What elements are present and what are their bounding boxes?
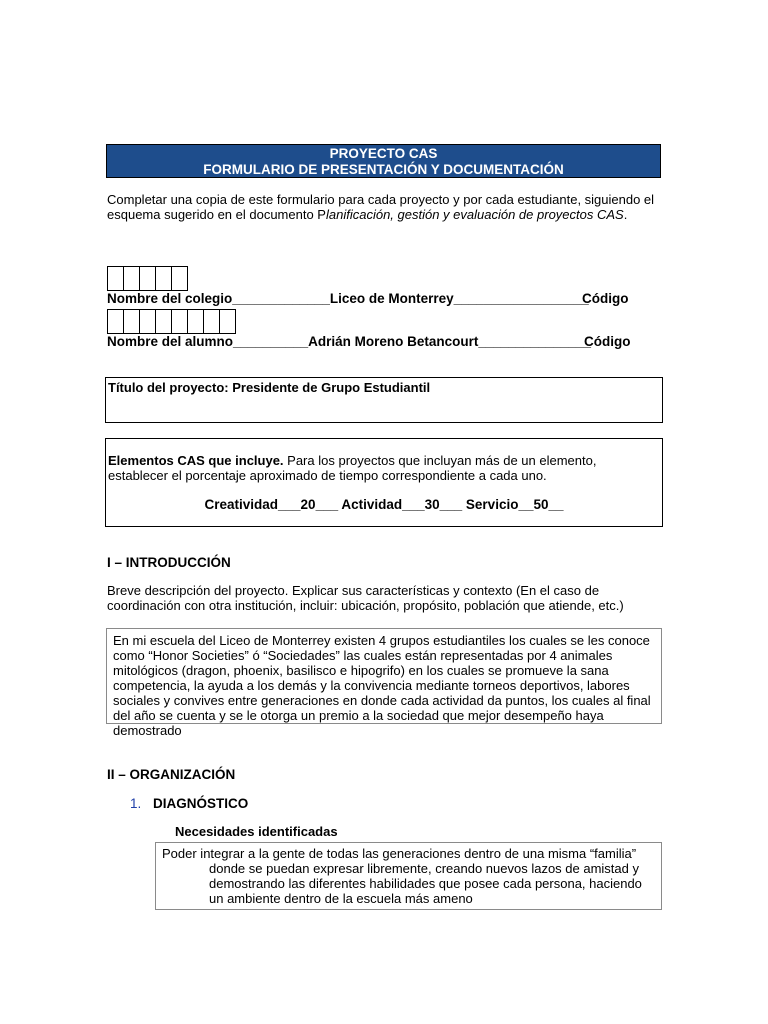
- colegio-code-boxes[interactable]: [107, 266, 187, 291]
- code-box[interactable]: [139, 309, 156, 334]
- diagnostico-title: DIAGNÓSTICO: [153, 796, 249, 811]
- code-box[interactable]: [171, 266, 188, 291]
- header-line-2: FORMULARIO DE PRESENTACIÓN Y DOCUMENTACIÓN: [203, 162, 564, 177]
- necesidades-answer-box[interactable]: [155, 842, 662, 910]
- instructions-document-title: lanificación, gestión y evaluación de proyectos CAS: [325, 207, 624, 222]
- form-header: [106, 144, 661, 178]
- alumno-code-boxes[interactable]: [107, 309, 235, 334]
- cas-elements-box[interactable]: [105, 438, 663, 527]
- section-introduccion-title: I – INTRODUCCIÓN: [107, 555, 231, 570]
- cas-elements-description: [108, 453, 660, 483]
- instructions-text: Completar una copia de este formulario para cada proyecto y por cada estudiante, siguiendo el esquema sugerido en el documento P: [107, 192, 655, 222]
- cas-elements-heading: Elementos CAS que incluye.: [108, 453, 284, 468]
- code-box[interactable]: [155, 266, 172, 291]
- code-box[interactable]: [123, 309, 140, 334]
- colegio-row: [107, 291, 589, 306]
- code-box[interactable]: [139, 266, 156, 291]
- project-title-text: Título del proyecto: Presidente de Grupo Estudiantil: [108, 380, 431, 395]
- code-box[interactable]: [155, 309, 172, 334]
- instructions-end: .: [623, 207, 628, 222]
- code-box[interactable]: [219, 309, 236, 334]
- alumno-label: Nombre del alumno__________Adrián Moreno Betancourt_______________: [107, 334, 591, 349]
- diagnostico-heading: [130, 796, 248, 811]
- alumno-row: [107, 334, 591, 349]
- project-title-box[interactable]: [105, 377, 663, 423]
- section-introduccion-description: Breve descripción del proyecto. Explicar sus características y contexto (En el caso de coordinación con otra institución, incluir: ubicación, propósito, población que atiende, etc.): [107, 583, 624, 613]
- code-box[interactable]: [187, 309, 204, 334]
- necesidades-answer-text: Poder integrar a la gente de todas las generaciones dentro de una misma “familia” donde se puedan expresar libremente, creando nuevos lazos de amistad y demostrando las diferentes habilidades que posee cada persona, haciendo un ambiente dentro de la escuela más ameno: [162, 846, 642, 906]
- alumno-codigo-label: Código: [584, 334, 631, 349]
- colegio-label: Nombre del colegio_____________Liceo de Monterrey__________________: [107, 291, 589, 306]
- code-box[interactable]: [203, 309, 220, 334]
- diagnostico-number: 1.: [130, 796, 142, 811]
- code-box[interactable]: [107, 309, 124, 334]
- necesidades-subtitle: Necesidades identificadas: [175, 824, 338, 839]
- introduccion-answer-box[interactable]: [106, 628, 662, 738]
- cas-percentages: Creatividad___20___ Actividad___30___ Servicio__50__: [204, 497, 564, 512]
- header-line-1: PROYECTO CAS: [329, 146, 438, 161]
- instructions-paragraph: [107, 192, 667, 222]
- colegio-codigo-label: Código: [582, 291, 629, 306]
- cas-elements-instructions: Para los proyectos que incluyan más de un elemento, establecer el porcentaje aproximado de tiempo correspondiente a cada uno.: [108, 453, 597, 483]
- introduccion-answer-text: En mi escuela del Liceo de Monterrey existen 4 grupos estudiantiles los cuales se les conoce como “Honor Societies” ó “Sociedades” las cuales están representadas por 4 animales mitológicos (dragon, phoenix, basilisco e hipogrifo) en los cuales se promueve la sana competencia, la ayuda a los demás y la convivencia mediante torneos deportivos, labores sociales y convives entre generaciones en donde cada actividad da puntos, los cuales al final del año se cuenta y se le otorga un premio a la sociedad que mejor desempeño haya demostrado: [113, 633, 651, 738]
- code-box[interactable]: [171, 309, 188, 334]
- code-box[interactable]: [123, 266, 140, 291]
- code-box[interactable]: [107, 266, 124, 291]
- section-organizacion-title: II – ORGANIZACIÓN: [107, 767, 236, 782]
